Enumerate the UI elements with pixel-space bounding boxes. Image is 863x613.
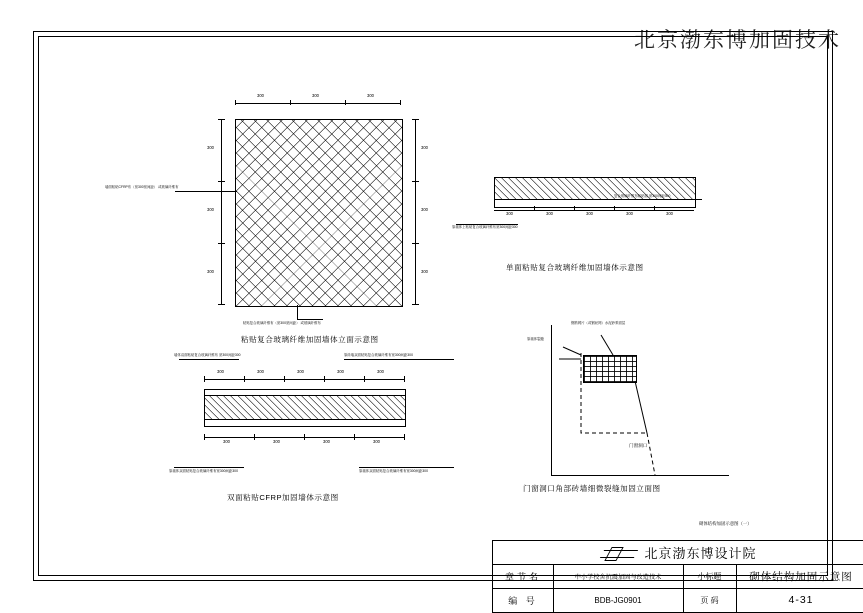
tb-row2-value2: 4-31 — [788, 594, 814, 606]
fig2-caption: 单面粘贴复合玻璃纤维加固墙体示意图 — [506, 263, 644, 272]
fig3-dimbot-2: 300 — [273, 439, 280, 444]
tb-row1-label1: 章节名 — [504, 571, 541, 582]
dim-tick — [354, 434, 355, 440]
fig3-leader-bl-label: 原墙体双面粘贴复合玻璃纤维布宽300间距300 — [169, 469, 238, 473]
wall-core — [204, 395, 406, 421]
dim-tick — [404, 376, 405, 382]
fig3-leader-tl-label: 墙体双面粘贴复合玻璃纤维布 宽300间距300 — [174, 353, 241, 357]
fig3-dimtop-1: 300 — [217, 369, 224, 374]
dim-tick — [235, 100, 236, 105]
fig3-dimtop-4: 300 — [337, 369, 344, 374]
fig3-leader-br-line — [359, 467, 454, 468]
fig4-axis-horizontal — [551, 475, 729, 476]
dim-tick — [204, 376, 205, 382]
fig3-dimbot-3: 300 — [323, 439, 330, 444]
fig3-leader-bl-line — [174, 467, 244, 468]
fig2-dim-3: 300 — [586, 211, 593, 216]
fig2-dim-1: 300 — [506, 211, 513, 216]
leader-line-bottom2 — [297, 319, 323, 320]
fig1-leader-left-label: 墙面粘贴CFRP布（宽300宽间距） 或玻璃纤维布 — [105, 185, 179, 189]
fig2-dim-4: 300 — [626, 211, 633, 216]
dim-right-2: 300 — [421, 207, 428, 212]
fig2-dim-5: 300 — [666, 211, 673, 216]
fig4-leader-top-label: 钢筋网片（或钢丝网）水泥砂浆面层 — [571, 321, 626, 325]
dim-right-1: 300 — [421, 145, 428, 150]
leader-line-left — [175, 191, 237, 192]
fig4-caption: 门窗洞口角部砖墙细微裂缝加固立面图 — [523, 484, 661, 493]
dim-top-2: 300 — [312, 93, 319, 98]
dim-tick — [218, 181, 225, 182]
dim-tick — [404, 434, 405, 440]
figure-double-side-cfrp — [169, 353, 469, 502]
company-logo-icon — [602, 546, 638, 560]
fig3-dimtop-3: 300 — [297, 369, 304, 374]
figure-opening-corner-crack — [523, 321, 752, 526]
dim-left-1: 300 — [207, 145, 214, 150]
dim-line-left — [221, 119, 222, 305]
dim-tick — [254, 434, 255, 440]
dim-tick — [290, 100, 291, 105]
dim-tick — [345, 100, 346, 105]
dim-tick — [412, 243, 419, 244]
dim-left-3: 300 — [207, 269, 214, 274]
dim-line — [494, 210, 694, 211]
fig4-leader-left-label: 原墙体裂缝 — [527, 337, 544, 341]
fig3-caption: 双面粘贴CFRP加固墙体示意图 — [227, 493, 339, 502]
dim-tick — [284, 376, 285, 382]
dim-top-3: 300 — [367, 93, 374, 98]
dim-tick — [364, 376, 365, 382]
leader-line-bottom — [297, 305, 298, 319]
fig3-leader-br-label: 原墙体双面粘贴复合玻璃纤维布宽300间距300 — [359, 469, 428, 473]
dim-line-top — [235, 103, 401, 104]
figure-single-side-section — [452, 177, 694, 272]
figure-wall-elevation — [105, 93, 428, 344]
fig2-leader-right-line — [644, 199, 702, 200]
dim-line-right — [415, 119, 416, 305]
drawing-frame-inner — [38, 36, 853, 606]
wall-hatch-panel — [235, 119, 403, 307]
dim-tick — [218, 243, 225, 244]
fig2-dim-2: 300 — [546, 211, 553, 216]
company-name: 北京渤东博设计院 — [644, 546, 757, 561]
dim-tick — [400, 100, 401, 105]
dim-tick — [304, 434, 305, 440]
tb-row1-value2: 砌体结构加固示意图 — [749, 570, 853, 583]
cfrp-bottom-layer — [204, 419, 406, 427]
fig4-opening-note: 门窗洞口 — [629, 443, 648, 448]
fig2-leader-left-label: 原墙体上粘贴复合玻璃纤维布宽300间距300 — [452, 225, 518, 229]
fig4-sidenote: 砌体结构加固示意图（一） — [699, 521, 752, 526]
dim-tick — [244, 376, 245, 382]
dim-tick — [218, 119, 225, 120]
fig3-dimtop-2: 300 — [257, 369, 264, 374]
fig3-dim-line-top — [204, 379, 404, 380]
fig3-leader-tr-label: 原砖墙双面粘贴复合玻璃纤维布宽300间距300 — [344, 353, 413, 357]
fig2-leader-right-label: 复合玻璃纤维布粘贴面 宽300间距300 — [614, 194, 671, 198]
frp-layer — [494, 199, 696, 208]
dim-tick — [412, 304, 419, 305]
tb-row2-label1: 编 号 — [508, 595, 538, 606]
fig1-leader-bottom-label: 粘贴复合玻璃纤维布（宽300宽间距） 或玻璃纤维布 — [243, 321, 321, 325]
tb-row1-value1: 中小学校舍抗震加固与改造技术 — [574, 573, 662, 581]
dim-tick — [412, 181, 419, 182]
tb-row2-label2: 页 码 — [700, 595, 719, 605]
fig3-dimtop-5: 300 — [377, 369, 384, 374]
company-header — [493, 541, 863, 564]
fig1-caption: 粘贴复合玻璃纤维加固墙体立面示意图 — [241, 335, 379, 344]
dim-tick — [204, 434, 205, 440]
dim-tick — [324, 376, 325, 382]
dim-left-2: 300 — [207, 207, 214, 212]
title-block — [492, 540, 863, 613]
tb-row2-value1: BDB-JG0901 — [594, 595, 642, 605]
dim-right-3: 300 — [421, 269, 428, 274]
fig3-leader-tr-line — [344, 359, 454, 360]
crack-dashed-lines — [551, 325, 729, 475]
watermark-text: 北京渤东博加固技术 — [634, 28, 841, 52]
fig3-dimbot-4: 300 — [373, 439, 380, 444]
tb-row1-label2: 小标题 — [697, 571, 722, 581]
fig3-dimbot-1: 300 — [223, 439, 230, 444]
dim-tick — [412, 119, 419, 120]
dim-top-1: 300 — [257, 93, 264, 98]
dim-tick — [218, 304, 225, 305]
fig3-leader-tl-line — [179, 359, 239, 360]
